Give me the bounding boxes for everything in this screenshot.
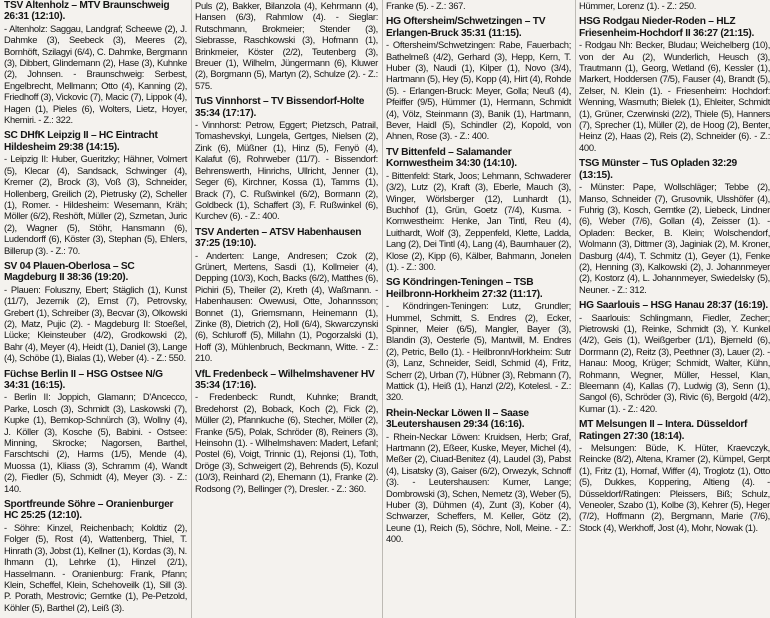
match-lineups: - Rhein-Neckar Löwen: Kruidsen, Herb; Graf, Hartmann (2), Eßeer, Kuske, Meyer, Michel (4), Meßer (2), Ciuad-Benitez (4), Laudel (3), Pabst (4), Lisatsky (3), Gaiser (6/2), Orwezyk, Schnoff (3). - Leutershausen: Kumer, Lange; Dombrowski (3), Schen, Nemetz (3), Weber (5), Huber (3), Dühmen (4), Zunt (3), Kober (4), Schwarzer, Scheffers, M. Keller, Götz (2), Leune (1), Reich (5), Söchre, Noll, Meine. - Z.: 400. [386,430,571,545]
match-report [579,158,770,295]
match-lineups: - Bittenfeld: Stark, Joos; Lehmann, Schwaderer (3/2), Lutz (2), Kraft (3), Eberle, Mauch (3), Winger, Wörlsberger (12), Lunhardt (1), Buchhof (1), Grün, Goetz (7/4), Kusma. - Kornwestheim: Henke, Jan Tintl, Reu (4), Luithardt, Wolf (3), Zeppenfeld, Klette, Ladda, Lang (2), Dei Tintl (4), Lang (4), Baumhauer (2), Klose (2), Kipp (6), Kälber, Bahmann, Jonelen (1). - Z.: 300. [386,169,571,272]
match-lineups: Puls (2), Bakker, Bilanzola (4), Kehrmann (4), Hansen (6/3), Rahmlow (4). - Sieglar: Rutschmann, Brokmeier; Stender (3), Siebrasse, Raschkowski (3), Hofmann (1), Brinkmeier, Köster (2/2), Teutenberg (3), Breuer (1), Wilhelm, Jüngermann (6), Kluwer (2), Borgmann (5), Martyn (2), Schulze (2). - Z.: 575. [195,0,378,91]
match-heading: HSG Rodgau Nieder-Roden – HLZ Friesenheim-Hochdorf II 36:27 (21:15). [579,16,755,39]
match-heading: SC DHfK Leipzig II – HC Eintracht Hildesheim 29:38 (14:15). [4,130,158,153]
match-report [579,16,770,153]
match-report-continued [579,0,770,11]
match-report [4,369,187,494]
match-lineups: - Fredenbeck: Rundt, Kuhnke; Brandt, Bredehorst (2), Boback, Koch (2), Fick (2), Müller (2), Pfannkuche (6), Stecher, Möller (2), Franke (5/5), Polak, Schröder (8), Reiners (3), Heinsohn (1). - Wilhelmshaven: Madert, Lefanl; Postel (6), Voigt, Trinnic (1), Rejonsi (1), Toth, Dröge (3), Schweigert (2), Behrends (5), Kozul (10/3), Reinhard (2), Ehemann (1), Franke (2). Rodsong (?), Bellinger (?), Dresler. - Z.: 360. [195,391,378,494]
match-report [579,300,770,414]
match-lineups: - Plauen: Foluszny, Ebert; Stäglich (1), Kunst (11/7), Jezernik (2), Ernst (7), Petrovsky, Grebert (1), Schreiber (3), Becvar (3), Olkowski (2), Matz, Pujic (2). - Magdeburg II: Stoeßel, Lücke; Kleinsteuber (4/2), Grodkowski (2), Bahr (4), Meyer (4), Heidt (1), Daniel (3), Lange (4), Schöbe (1), Bialas (1), Weber (4). - Z.: 550. [4,283,187,364]
match-lineups: Hümmer, Lorenz (1). - Z.: 250. [579,0,697,11]
match-report [386,147,571,272]
match-report [4,499,187,613]
match-report [195,227,378,364]
match-lineups: - Rodgau Nh: Becker, Bludau; Weichelberg (10), von der Au (2), Wunderlich, Heusch (3), Trautmann (1), Georg, Wetland (6), Kessler (1), Markert, Hoddersen (7/5), Fauser (4), Brandt (5), Zelser, N. Klein (1). - Friesenheim: Hochdorf: Wenning, Wasmuth; Bielek (1), Ehleiter, Schmidt (1), Grüner, Czerwinski (2/2), Thiele (5), Hanners (7), Sprecher (1), Müller (2), de Hoog (2), Benter, Heinz (2), Haas (2), Reis (2), Schneider (6). - Z.: 400. [579,39,770,153]
match-lineups: - Anderten: Lange, Andresen; Czok (2), Grünert, Mertens, Sasdi (1), Kollmeier (4), Depping (10/3), Koch, Backs (6/2), Matthes (6), Pichiri (5), Theiler (2), Kreth (4), Waßmann. - Habenhausen: Owewusi, Otte, Johannsson; Bonnet (1), Griemsmann, Heinemann (1), Zinke (8), Dietrich (2), Holl (6/4), Skwarczynski (6), Schluroff (5), Millahn (1), Pogorzalski (1), Hoff (3), Mühlenbruch, Beckmann, Witte. - Z.: 210. [195,249,378,364]
match-lineups: - Oftersheim/Schwetzingen: Rabe, Fauerbach; Bathelmeß (4/2), Gerhard (3), Hepp, Kern, T. Huber (3), Naudi (1), Kilper (1), Novo (3/4), Hartmann (5), Hey (5), Kopp (4), Hirt (4), Rohde (5). - Erlangen-Bruck: Meyer, Golla; Neuß (4), Pfeiffer (9/5), Hümmer (1), Hermann, Schmidt (4), Völz, Steinmann (3), Banik (1), Hartmann, Bever, Haidl (5), Schindler (2), Kopold, von Ahnen, Rose (3). - Z.: 400. [386,39,571,142]
match-heading: SV 04 Plauen-Oberlosa – SC Magdeburg II 38:36 (19:20). [4,260,135,284]
match-report-continued [386,0,571,11]
column-4 [579,0,770,618]
match-heading: HG Oftersheim/Schwetzingen – TV Erlangen-Bruck 35:31 (11:15). [386,16,546,39]
match-report [579,419,770,533]
match-heading: TV Bittenfeld – Salamander Kornwestheim 34:30 (14:10). [386,146,517,170]
match-lineups: - Köndringen-Teningen: Lutz, Grundler; Hummel, Schmitt, S. Endres (2), Ecker, Spinner, Meier (6/5), Mangler, Bayer (3), Blandin (3), Oesterle (5), Mantwill, M. Endres (2), Petric, Bello (1). - Heilbronn/Horkheim: Sutr (3), Lanz, Schneider, Seidl, Schmid (4), Fritz, Scherr (2), Urban (7), Hübner (3), Rebmann (7), Mattick (1), Heiß (1), Hanzl (2/2), Kotelesl. - Z.: 320. [386,300,571,403]
match-report [386,408,571,545]
match-lineups: - Münster: Pape, Wollschläger; Tebbe (2), Manso, Schneider (7), Grusovnik, Ulsshöfer (4), Fuhrig (3), Kosch, Gerntke (2), Liebeck, Lindner (6), Weber (7/6), Gollan (4), Zeisser (1). - Opladen: Becker, B. Klein; Wolschendorf, Wolmann (3), Dittmer (3), Jaginiak (2), M. Kroner, Dasburg (4/4), T. Schmitz (1), Geyer (1), Fenke (2), Henning (3), Kalkowski (2), J. Johannmeyer (2), Kostorz (4), L. Johannmeyer, Swiedelsky (5), Neuner. - Z.: 312. [579,181,770,295]
match-heading: HG Saarlouis – HSG Hanau 28:37 (16:19). [579,300,768,312]
match-heading: Füchse Berlin II – HSG Ostsee N/G 34:31 (16:15). [4,368,163,391]
column-1 [4,0,187,618]
match-lineups: - Vinnhorst: Petrow, Eggert; Pietzsch, Patrail, Tomashevskyi, Lungela, Gertges, Nielsen (2), Zink (6), Müßner (1), Hinz (5), Fenyö (4), Kalafut (6), Rohrweber (11/7). - Bissendorf: Behrenswerth, Hinrichs, Ullricht, Jenner (1), Seger (6), Kirchner, Kossa (1), Tamms (1), Brack (7), C. Rußwinkel (6/2), Bormann (2), Goldbeck (1), Schaffert (3), F. Rußwinkel (6), Kurchev (6). - Z.: 400. [195,119,378,222]
match-heading: MT Melsungen II – Intera. Düsseldorf Ratingen 27:30 (18:14). [579,419,748,442]
match-report [4,261,187,364]
match-heading: TuS Vinnhorst – TV Bissendorf-Holte 35:34 (17:17). [195,96,365,119]
match-heading: SG Köndringen-Teningen – TSB Heilbronn-Horkheim 27:32 (11:17). [386,277,543,300]
column-3 [386,0,571,618]
column-2 [195,0,378,618]
match-heading: TSV Anderten – ATSV Habenhausen 37:25 (19:10). [195,226,362,250]
match-report [195,369,378,494]
match-heading: VfL Fredenbeck – Wilhelmshavener HV 35:34 (17:16). [195,368,375,391]
match-report [386,277,571,402]
match-heading: Sportfreunde Söhre – Oranienburger HC 25:25 (12:10). [4,499,174,522]
match-heading: Rhein-Neckar Löwen II – Saase 3Leutershausen 29:34 (16:16). [386,407,529,431]
match-report [195,96,378,221]
match-lineups: - Leipzig II: Huber, Gueritzky; Hähner, Volmert (5), Klecar (4), Sandsack, Schwinger (4), Kremer (2), Brock (3), Voß (3), Schneider, Hollenberg, Greilich (2), Pietrusky (2), Scheller (1), Romer. - Hildesheim: Wesemann, Kräh; Möller (6/2), Reshöft, Müller (2), Szmetan, Juric (2), Wagner (5), Stöhr, Hansmann (6), Ludendorff (6), Köster (3), Stephan (5), Ehlers, Billerup (3). - Z.: 70. [4,153,187,256]
match-heading: TSG Münster – TuS Opladen 32:29 (13:15). [579,158,737,181]
match-report [4,0,187,125]
match-lineups: - Söhre: Kinzel, Reichenbach; Koldtiz (2), Folger (5), Rost (4), Wattenberg, Thiel, T. Hinrath (3), Jobst (1), Kellner (1), Kordas (3), N. Ihmann (1), Lehrke (1), Hinzel (2/1), Hasselmann. - Oranienburg: Frank, Pfann; Klein, Scheffel, Klein, Schehoveilk (1), Sill (3). P. Porath, Mestrovic; Gerntke (1), Pe-Petzold, Köhler (5), Barthel (2), Leiß (3). [4,521,187,613]
match-lineups: - Melsungen: Büde, K. Hüter, Kraevczyk, Reincke (8/2), Altena, Kramer (2), Kümpel, Gerpt (1), Fritz (1), Hornaf, Wiffer (4), Troglotz (1), Otto (5), Dukkes, Koppering, Altieng (4). - Düsseldorf/Ratingen: Pleissers, Biß; Schulz, Veneoler, Szabo (1), Kolbe (3), Kehrer (5), Heger (7/2), Hoffmann (2), Bergmann, Marie (7/6), Stock (4), Werkhoff, Jost (4), Mohr, Nowak (1). [579,442,770,533]
match-lineups: Franke (5). - Z.: 367. [386,0,466,11]
match-lineups: - Altenholz: Saggau, Landgraf; Scheewe (2), J. Dahmke (3), Seebeck (3), Meeres (2), Bornhöft, Szilagyi (6/4), C. Dahmke, Bergmann (3), Dibbert, Glindemann (2), Hase (3), Kuhnke (2), Johnsen. - Braunschweig: Serbest, Engelbrecht, Mellmann; Otto (4), Kanning (2), Friedhoff (3), Vickovic (7), Macic (7), Lippok (4), Hagen (1), Pieles (6), Wolters, Lietz, Hoyer, Khemiri. - Z.: 322. [4,22,187,126]
match-lineups: - Berlin II: Joppich, Glamann; D'Ancecco, Parke, Losch (3), Schmidt (3), Laskowski (7), Kupke (1), Bernkop-Schnürch (3), Wollny (4), J. Köller (3), Kosche (5), Babini. - Ostsee: Minning, Skrocke; Nagorsen, Barthel, Farschtschi (2), Harms (1/5), Mende (4), Muossa (1), Kliass (3), Schramm (4), Wandt (2), Fiedler (5), Schmidt (4), Meyer (3). - Z.: 140. [4,391,187,494]
match-heading: TSV Altenholz – MTV Braunschweig 26:31 (12:10). [4,0,170,23]
match-report [4,130,187,255]
match-report [386,16,571,141]
match-report-continued [195,0,378,91]
match-lineups: - Saarlouis: Schlingmann, Fiedler, Zecher; Pietrowski (1), Reinke, Schmidt (3), Y. Kunkel (4/2), Geis (1), Weißgerber (1/1), Bjerneld (6), Dorrmann (2), Reitz (3), Peethner (3), Lauer (2). - Hanau: Moog, Krüger; Schmidt, Walter, Kühn, Rohmann, Wegner, Müller, Hessel, Klan, Bleemann (4), Kallas (7), Ludwig (3), Senn (1), Sangol (6), Schröder (3), Rivic (6), Bergold (4/2), Kumar (1). - Z.: 420. [579,311,770,414]
